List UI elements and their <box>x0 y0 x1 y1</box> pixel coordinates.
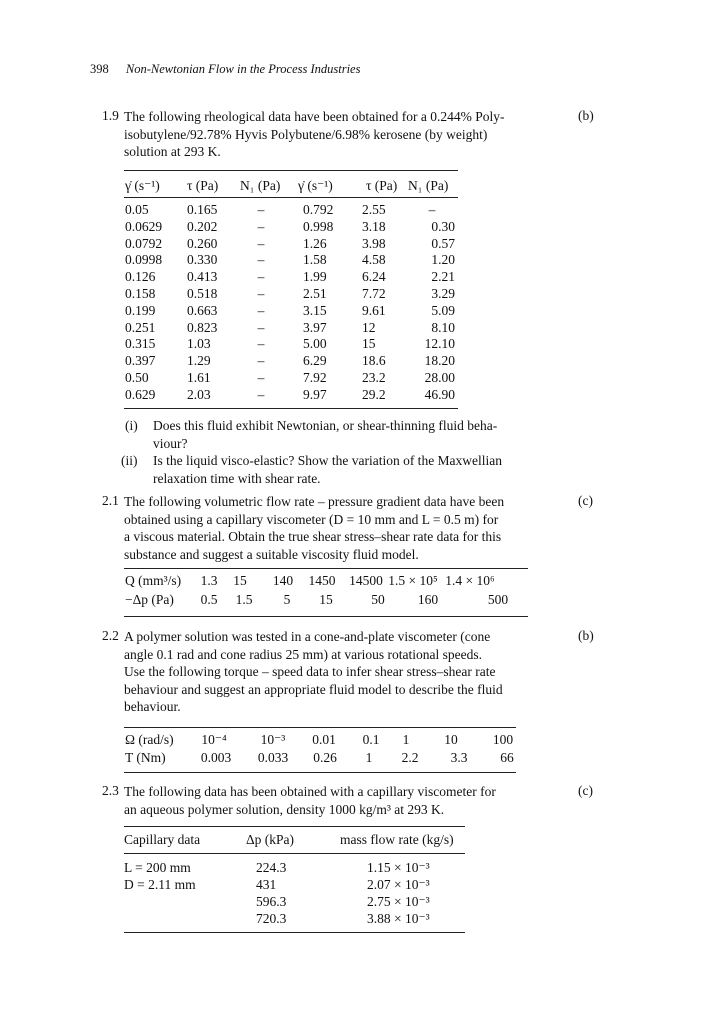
text-line: isobutylene/92.78% Hyvis Polybutene/6.98% kerosene (by weight) <box>124 126 488 142</box>
table-cell: 1.26 <box>303 235 327 251</box>
table-cell: 6.29 <box>303 353 327 369</box>
table-cell: 0.05 <box>125 202 149 217</box>
column-header: N₁ (Pa) <box>408 178 449 193</box>
table-cell: 1.61 <box>187 370 211 385</box>
table-cell: 0.397 <box>125 353 156 369</box>
problem-number: 1.9 <box>102 108 119 123</box>
table-cell: 0.251 <box>125 319 156 335</box>
table-cell: 0.0629 <box>125 218 163 234</box>
table-cell: 3.15 <box>303 302 327 318</box>
table-cell: 1.5 <box>235 592 253 607</box>
table-cell: 50 <box>371 592 385 607</box>
table-cell: 596.3 <box>256 894 287 909</box>
table-cell: 3.97 <box>303 319 327 335</box>
column-header: Capillary data <box>124 832 201 847</box>
table-cell: 18.6 <box>362 353 386 369</box>
table-cell: – <box>257 302 265 318</box>
question-text <box>153 452 559 487</box>
problem-number: 2.2 <box>102 628 119 643</box>
table-rule-head <box>124 197 458 198</box>
table-cell: – <box>257 319 265 335</box>
problem-grade: (c) <box>578 493 593 508</box>
table-cell: 0.0792 <box>125 235 163 251</box>
table-cell: 1.5 × 10⁵ <box>388 573 438 588</box>
table-cell: 4.58 <box>362 252 386 268</box>
table-cell: – <box>257 252 265 268</box>
table-cell: 0.26 <box>313 750 337 765</box>
table-cell: 0.003 <box>200 750 232 765</box>
table-cell: – <box>257 286 265 301</box>
text-line: an aqueous polymer solution, density 1000 kg/m³ at 293 K. <box>124 801 445 817</box>
table-cell: 0.202 <box>187 218 218 234</box>
table-cell: 7.72 <box>362 286 386 301</box>
table-cell: 0.998 <box>303 218 334 234</box>
table-cell: 0.1 <box>362 732 380 747</box>
row-label: Q (mm³/s) <box>125 573 182 588</box>
table-cell: 2.21 <box>431 269 455 285</box>
table-cell: 15 <box>233 573 247 588</box>
table-cell: 0.57 <box>431 235 455 251</box>
text-line: The following rheological data have been obtained for a 0.244% Poly- <box>124 109 505 124</box>
table-rule-top <box>124 727 516 728</box>
table-cell: 7.92 <box>303 370 327 385</box>
table-cell: 1.3 <box>200 573 218 588</box>
question-number: (ii) <box>121 453 138 468</box>
table-cell: 0.413 <box>187 269 218 285</box>
table-cell: 12 <box>362 319 376 335</box>
table-cell: 10⁻³ <box>260 732 286 747</box>
row-label: Ω (rad/s) <box>125 732 174 747</box>
table-cell: 0.199 <box>125 302 156 318</box>
table-cell: – <box>257 235 265 251</box>
table-cell: 0.01 <box>312 732 336 747</box>
table-cell: 160 <box>417 592 439 607</box>
problem-text <box>124 493 544 563</box>
text-line: solution at 293 K. <box>124 144 221 159</box>
table-cell: 720.3 <box>256 911 287 926</box>
table-cell: 0.30 <box>431 218 455 234</box>
problem-number: 2.3 <box>102 783 119 798</box>
problem-text <box>124 628 544 716</box>
table-cell: 1.4 × 10⁶ <box>445 573 495 588</box>
table-cell: 1.20 <box>431 252 455 268</box>
table-cell: 9.97 <box>303 386 327 402</box>
table-rule-bottom <box>124 616 528 617</box>
table-cell: 0.165 <box>187 202 218 217</box>
table-rule-bottom <box>124 772 516 773</box>
column-header: Δp (kPa) <box>246 832 295 847</box>
text-line: A polymer solution was tested in a cone-and-plate viscometer (cone <box>124 629 491 644</box>
table-cell: 0.033 <box>257 750 289 765</box>
table-cell: 1.99 <box>303 269 327 285</box>
table-cell: 1 <box>402 732 410 747</box>
table-cell: 3.18 <box>362 218 386 234</box>
table-cell: 140 <box>272 573 294 588</box>
text-line: relaxation time with shear rate. <box>153 470 321 486</box>
question-text <box>153 417 559 452</box>
table-cell: 10⁻⁴ <box>201 732 227 747</box>
table-cell: – <box>257 353 265 369</box>
question-number: (i) <box>125 418 138 433</box>
table-cell: 2.55 <box>362 202 386 217</box>
text-line: The following data has been obtained with a capillary viscometer for <box>124 784 496 799</box>
table-cell: 0.823 <box>187 319 218 335</box>
text-line: a viscous material. Obtain the true shear stress–shear rate data for this <box>124 529 502 544</box>
table-rule-top <box>124 170 458 171</box>
column-header: γ̇ (s⁻¹) <box>125 178 160 193</box>
text-line: Is the liquid visco-elastic? Show the variation of the Maxwellian <box>153 453 503 468</box>
table-cell: 0.792 <box>303 202 334 217</box>
table-cell: 1 <box>365 750 373 765</box>
table-rule-top <box>124 826 465 827</box>
row-label: −Δp (Pa) <box>125 592 174 607</box>
problem-number: 2.1 <box>102 493 119 508</box>
text-line: substance and suggest a suitable viscosity fluid model. <box>124 546 419 562</box>
column-header: γ̇ (s⁻¹) <box>298 178 333 193</box>
table-cell: 29.2 <box>362 386 386 402</box>
table-cell: – <box>257 370 265 385</box>
row-label: T (Nm) <box>125 750 166 765</box>
table-cell: 9.61 <box>362 302 386 318</box>
table-cell: 0.663 <box>187 302 218 318</box>
table-cell: L = 200 mm <box>124 860 191 875</box>
table-cell: 0.0998 <box>125 252 163 268</box>
table-cell: – <box>257 386 265 402</box>
problem-text <box>124 108 544 161</box>
table-cell: D = 2.11 mm <box>124 877 196 892</box>
table-cell: 0.629 <box>125 386 156 402</box>
problem-text <box>124 783 544 818</box>
table-cell: 100 <box>492 732 514 747</box>
table-cell: 2.07 × 10⁻³ <box>367 877 430 892</box>
table-cell: 5 <box>283 592 291 607</box>
table-cell: 0.5 <box>200 592 218 607</box>
table-cell: 5.00 <box>303 336 327 352</box>
table-cell: 18.20 <box>424 353 455 369</box>
table-cell: 0.518 <box>187 286 218 301</box>
text-line: behaviour. <box>124 699 181 714</box>
table-cell: – <box>257 269 265 285</box>
column-header: τ (Pa) <box>187 178 219 193</box>
text-line: angle 0.1 rad and cone radius 25 mm) at various rotational speeds. <box>124 646 483 662</box>
table-cell: 1.15 × 10⁻³ <box>367 860 430 875</box>
table-cell: 3.88 × 10⁻³ <box>367 911 430 926</box>
table-cell: 66 <box>500 750 514 765</box>
running-header <box>90 62 360 77</box>
table-cell: – <box>257 202 265 217</box>
problem-grade: (b) <box>578 628 594 643</box>
table-cell: 3.3 <box>450 750 468 765</box>
table-cell: 2.2 <box>401 750 419 765</box>
table-cell: 2.51 <box>303 286 327 301</box>
table-cell: 1.29 <box>187 353 211 369</box>
table-rule-top <box>124 568 528 569</box>
column-header: mass flow rate (kg/s) <box>340 832 454 847</box>
page-number: 398 <box>90 62 109 76</box>
table-cell: 14500 <box>349 573 383 588</box>
column-header: τ (Pa) <box>366 178 398 193</box>
text-line: Use the following torque – speed data to infer shear stress–shear rate <box>124 664 496 679</box>
problem-grade: (b) <box>578 108 594 123</box>
table-cell: 3.98 <box>362 235 386 251</box>
table-cell: 1.58 <box>303 252 327 268</box>
table-cell: 224.3 <box>256 860 287 875</box>
table-cell: 2.75 × 10⁻³ <box>367 894 430 909</box>
table-cell: 0.260 <box>187 235 218 251</box>
text-line: Does this fluid exhibit Newtonian, or shear-thinning fluid beha- <box>153 418 498 433</box>
table-cell: 431 <box>256 877 277 892</box>
table-cell: 6.24 <box>362 269 386 285</box>
table-cell: – <box>257 336 265 352</box>
table-cell: 46.90 <box>424 386 455 402</box>
table-cell: 0.158 <box>125 286 156 301</box>
table-cell: 28.00 <box>424 370 455 385</box>
table-cell: 5.09 <box>431 302 455 318</box>
table-cell: 15 <box>362 336 376 352</box>
table-rule-bottom <box>124 932 465 933</box>
table-cell: 0.50 <box>125 370 149 385</box>
table-cell: 0.330 <box>187 252 218 268</box>
column-header: N₁ (Pa) <box>240 178 281 193</box>
table-cell: 500 <box>487 592 509 607</box>
table-cell: – <box>428 202 436 217</box>
table-rule-bottom <box>124 408 458 409</box>
table-cell: – <box>257 218 265 234</box>
table-cell: 1450 <box>308 573 336 588</box>
problem-grade: (c) <box>578 783 593 798</box>
table-cell: 8.10 <box>431 319 455 335</box>
table-cell: 23.2 <box>362 370 386 385</box>
text-line: obtained using a capillary viscometer (D = 10 mm and L = 0.5 m) for <box>124 511 499 527</box>
table-cell: 1.03 <box>187 336 211 352</box>
table-rule-head <box>124 853 465 854</box>
text-line: viour? <box>153 435 188 451</box>
table-cell: 15 <box>319 592 333 607</box>
table-cell: 10 <box>444 732 458 747</box>
running-title: Non-Newtonian Flow in the Process Industries <box>125 62 361 76</box>
table-cell: 2.03 <box>187 386 211 402</box>
table-cell: 0.315 <box>125 336 156 352</box>
text-line: behaviour and suggest an appropriate fluid model to describe the fluid <box>124 681 503 697</box>
table-cell: 0.126 <box>125 269 156 285</box>
text-line: The following volumetric flow rate – pressure gradient data have been <box>124 494 505 509</box>
table-cell: 3.29 <box>431 286 455 301</box>
table-cell: 12.10 <box>424 336 455 352</box>
